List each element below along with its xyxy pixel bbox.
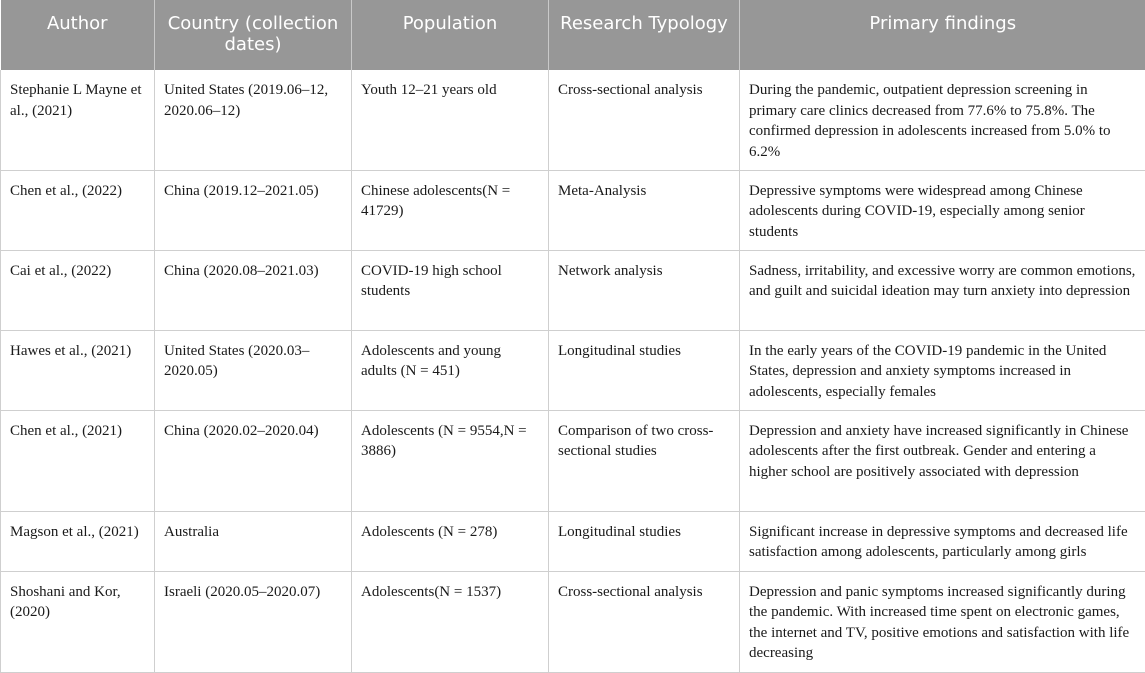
cell-findings: Depressive symptoms were widespread among Chinese adolescents during COVID-19, especially among senior students (740, 170, 1145, 250)
table-row (1, 70, 1145, 170)
cell-findings: Depression and anxiety have increased significantly in Chinese adolescents after the first outbreak. Gender and entering a higher school are positively associated with depression (740, 410, 1145, 511)
cell-population: Adolescents and young adults (N = 451) (352, 330, 549, 410)
cell-author: Stephanie L Mayne et al., (2021) (1, 70, 155, 170)
cell-population: Chinese adolescents(N = 41729) (352, 170, 549, 250)
cell-country: China (2020.08–2021.03) (155, 250, 352, 330)
cell-author: Cai et al., (2022) (1, 250, 155, 330)
cell-population: Youth 12–21 years old (352, 70, 549, 170)
cell-findings: In the early years of the COVID-19 pandemic in the United States, depression and anxiety symptoms increased in adolescents, especially females (740, 330, 1145, 410)
header-findings: Primary findings (740, 0, 1145, 70)
cell-findings: Depression and panic symptoms increased significantly during the pandemic. With increased time spent on electronic games, the internet and TV, positive emotions and satisfaction with life decreasing (740, 571, 1145, 672)
table-row (1, 250, 1145, 330)
table-row (1, 170, 1145, 250)
cell-population: Adolescents (N = 278) (352, 511, 549, 571)
cell-country: United States (2020.03–2020.05) (155, 330, 352, 410)
cell-findings: Sadness, irritability, and excessive worry are common emotions, and guilt and suicidal ideation may turn anxiety into depression (740, 250, 1145, 330)
header-typology: Research Typology (549, 0, 740, 70)
cell-population: Adolescents (N = 9554,N = 3886) (352, 410, 549, 511)
table-row (1, 410, 1145, 511)
cell-typology: Network analysis (549, 250, 740, 330)
header-author: Author (1, 0, 155, 70)
cell-population: COVID-19 high school students (352, 250, 549, 330)
cell-author: Hawes et al., (2021) (1, 330, 155, 410)
cell-author: Chen et al., (2021) (1, 410, 155, 511)
cell-typology: Longitudinal studies (549, 330, 740, 410)
header-country: Country (collection dates) (155, 0, 352, 70)
cell-typology: Longitudinal studies (549, 511, 740, 571)
table-row (1, 511, 1145, 571)
table-row (1, 571, 1145, 672)
table-header (1, 0, 1145, 70)
cell-findings: Significant increase in depressive symptoms and decreased life satisfaction among adolescents, particularly among girls (740, 511, 1145, 571)
header-population: Population (352, 0, 549, 70)
table-body (1, 70, 1145, 672)
header-row (1, 0, 1145, 70)
cell-country: China (2019.12–2021.05) (155, 170, 352, 250)
table-row (1, 330, 1145, 410)
cell-typology: Cross-sectional analysis (549, 70, 740, 170)
cell-country: China (2020.02–2020.04) (155, 410, 352, 511)
cell-country: Israeli (2020.05–2020.07) (155, 571, 352, 672)
cell-author: Magson et al., (2021) (1, 511, 155, 571)
cell-author: Chen et al., (2022) (1, 170, 155, 250)
cell-author: Shoshani and Kor, (2020) (1, 571, 155, 672)
cell-typology: Comparison of two cross-sectional studies (549, 410, 740, 511)
cell-country: United States (2019.06–12, 2020.06–12) (155, 70, 352, 170)
cell-typology: Meta-Analysis (549, 170, 740, 250)
cell-findings: During the pandemic, outpatient depression screening in primary care clinics decreased from 77.6% to 75.8%. The confirmed depression in adolescents increased from 5.0% to 6.2% (740, 70, 1145, 170)
cell-typology: Cross-sectional analysis (549, 571, 740, 672)
cell-country: Australia (155, 511, 352, 571)
cell-population: Adolescents(N = 1537) (352, 571, 549, 672)
